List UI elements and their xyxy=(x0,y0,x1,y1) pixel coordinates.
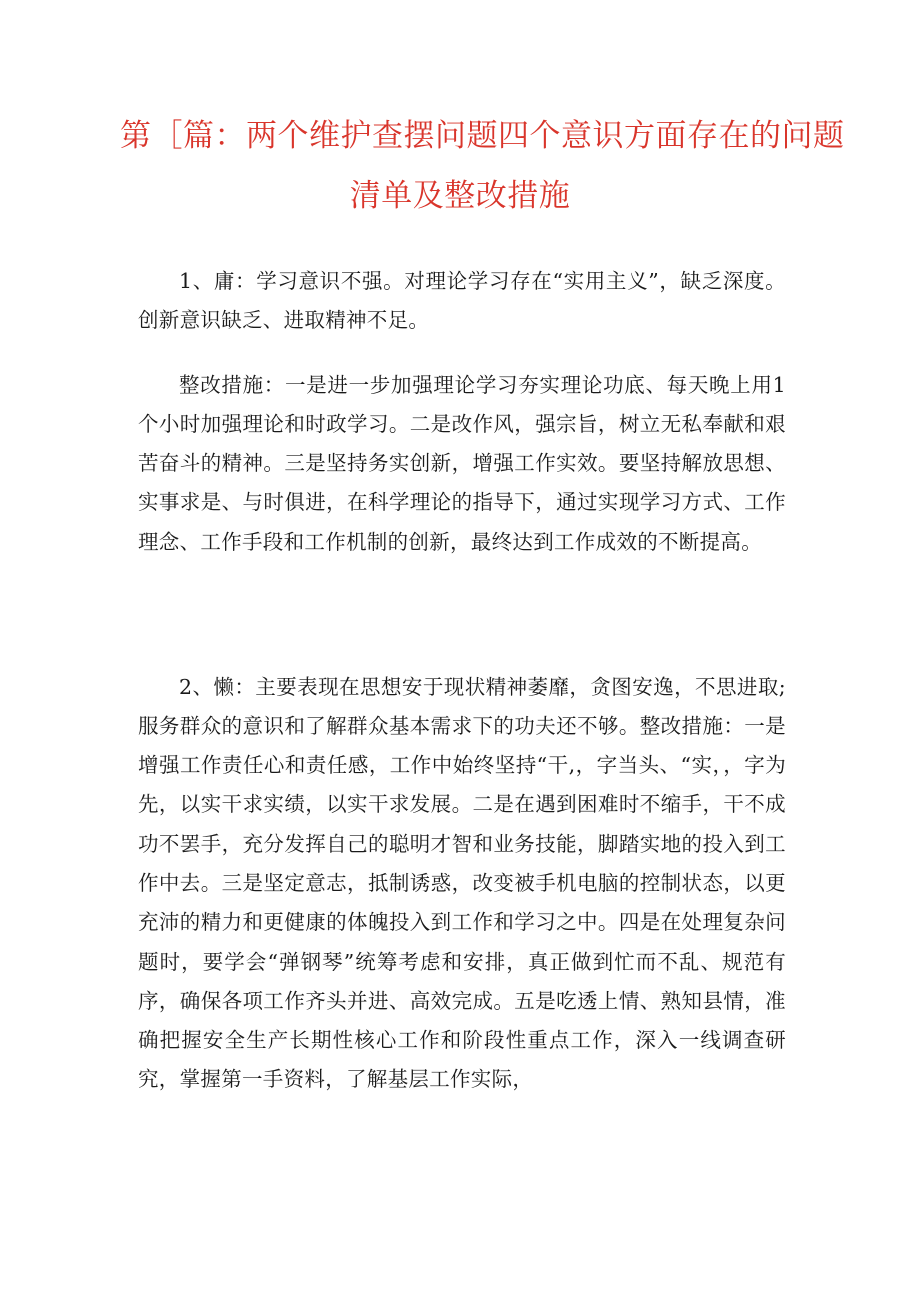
paragraph-3: 2、懒：主要表现在思想安于现状精神萎靡，贪图安逸，不思进取;服务群众的意识和了解群众基本需求下的功夫还不够。整改措施：一是增强工作责任心和责任感，工作中始终坚持“干,，字当头、“实，，字为先，以实干求实绩，以实干求发展。二是在遇到困难时不缩手，干不成功不罢手，充分发挥自己的聪明才智和业务技能，脚踏实地的投入到工作中去。三是坚定意志，抵制诱惑，改变被手机电脑的控制状态，以更充沛的精力和更健康的体魄投入到工作和学习之中。四是在处理复杂问题时，要学会“弹钢琴”统筹考虑和安排，真正做到忙而不乱、规范有序，确保各项工作齐头并进、高效完成。五是吃透上情、熟知县情，准确把握安全生产长期性核心工作和阶段性重点工作，深入一线调查研究，掌握第一手资料，了解基层工作实际， xyxy=(138,674,786,1092)
document-title-line-2: 清单及整改措施 xyxy=(349,178,571,214)
document-title-line-1: 第［篇：两个维护查摆问题四个意识方面存在的问题 xyxy=(120,118,845,154)
paragraph-2: 整改措施：一是进一步加强理论学习夯实理论功底、每天晚上用1个小时加强理论和时政学习。二是改作风，强宗旨，树立无私奉献和艰苦奋斗的精神。三是坚持务实创新，增强工作实效。要坚持解放思想、实事求是、与时俱进，在科学理论的指导下，通过实现学习方式、工作理念、工作手段和工作机制的创新，最终达到工作成效的不断提高。 xyxy=(138,372,786,554)
paragraph-1: 1、庸：学习意识不强。对理论学习存在“实用主义”，缺乏深度。创新意识缺乏、进取精神不足。 xyxy=(138,268,786,332)
